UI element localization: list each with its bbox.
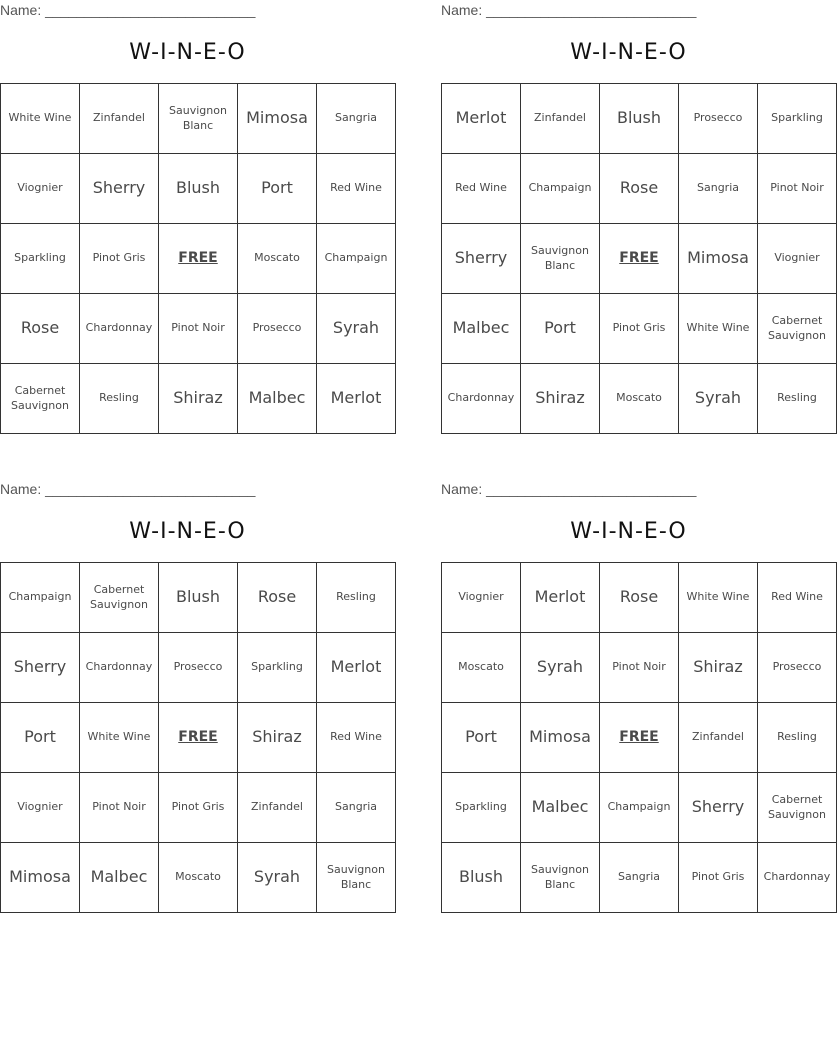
bingo-cell: Viognier [1, 773, 80, 843]
bingo-cell: Sangria [317, 773, 396, 843]
bingo-cell: Syrah [317, 294, 396, 364]
bingo-row [1, 703, 396, 773]
bingo-cell: Sauvignon Blanc [317, 843, 396, 913]
bingo-cell: Mimosa [238, 84, 317, 154]
card-title: W-I-N-E-O [129, 519, 246, 544]
bingo-cell: Sparkling [758, 84, 837, 154]
bingo-cell: Port [1, 703, 80, 773]
bingo-cell: Red Wine [442, 154, 521, 224]
bingo-cell: Merlot [317, 364, 396, 434]
bingo-cell: Rose [238, 563, 317, 633]
bingo-row [442, 224, 837, 294]
bingo-cell: Pinot Gris [159, 773, 238, 843]
bingo-cell: Sangria [317, 84, 396, 154]
bingo-cell: Pinot Gris [600, 294, 679, 364]
name-field-label: Name: ___________________________ [441, 481, 697, 497]
bingo-cell: Malbec [80, 843, 159, 913]
bingo-cell: Sherry [80, 154, 159, 224]
bingo-cell: Moscato [600, 364, 679, 434]
bingo-cell: Zinfandel [679, 703, 758, 773]
bingo-grid [0, 562, 396, 913]
bingo-grid [441, 83, 837, 434]
bingo-card [441, 479, 831, 909]
bingo-cell: White Wine [679, 294, 758, 364]
bingo-cell: Merlot [442, 84, 521, 154]
bingo-row [1, 563, 396, 633]
bingo-cell: Blush [600, 84, 679, 154]
bingo-row [1, 84, 396, 154]
bingo-cell: Champaign [600, 773, 679, 843]
bingo-cell: Champaign [1, 563, 80, 633]
bingo-cell: Sherry [442, 224, 521, 294]
bingo-cell: Zinfandel [521, 84, 600, 154]
bingo-cell: Viognier [758, 224, 837, 294]
bingo-row [1, 364, 396, 434]
bingo-cell: Sauvignon Blanc [521, 843, 600, 913]
bingo-row [442, 843, 837, 913]
bingo-cell: Mimosa [521, 703, 600, 773]
bingo-cell: Sangria [679, 154, 758, 224]
bingo-cell: Syrah [679, 364, 758, 434]
bingo-cell: Cabernet Sauvignon [1, 364, 80, 434]
bingo-cell: Shiraz [159, 364, 238, 434]
bingo-cell: White Wine [1, 84, 80, 154]
bingo-cell: Pinot Noir [80, 773, 159, 843]
bingo-cell: Sparkling [442, 773, 521, 843]
bingo-cell: Moscato [238, 224, 317, 294]
bingo-cell: Champaign [521, 154, 600, 224]
bingo-cell: Resling [758, 364, 837, 434]
bingo-cell: Prosecco [238, 294, 317, 364]
bingo-grid [441, 562, 837, 913]
name-field-label: Name: ___________________________ [0, 481, 256, 497]
bingo-card [0, 479, 385, 909]
bingo-cell: Merlot [521, 563, 600, 633]
bingo-cell: Sherry [1, 633, 80, 703]
bingo-cell: Sparkling [1, 224, 80, 294]
bingo-cell: Resling [317, 563, 396, 633]
bingo-cell: Malbec [521, 773, 600, 843]
bingo-cell: Viognier [442, 563, 521, 633]
bingo-cell: Cabernet Sauvignon [758, 294, 837, 364]
bingo-row [1, 843, 396, 913]
bingo-cell: Moscato [159, 843, 238, 913]
free-space-cell: FREE [159, 703, 238, 773]
bingo-cell: Chardonnay [80, 294, 159, 364]
bingo-row [442, 84, 837, 154]
bingo-cell: Mimosa [1, 843, 80, 913]
free-space-cell: FREE [159, 224, 238, 294]
bingo-cell: Prosecco [159, 633, 238, 703]
bingo-cell: Chardonnay [80, 633, 159, 703]
bingo-cell: Merlot [317, 633, 396, 703]
bingo-row [442, 294, 837, 364]
bingo-grid [0, 83, 396, 434]
bingo-cell: White Wine [679, 563, 758, 633]
bingo-row [1, 154, 396, 224]
bingo-cell: Pinot Noir [758, 154, 837, 224]
card-title: W-I-N-E-O [129, 40, 246, 65]
bingo-row [442, 633, 837, 703]
bingo-row [442, 154, 837, 224]
bingo-cell: Syrah [238, 843, 317, 913]
bingo-cell: Mimosa [679, 224, 758, 294]
bingo-cell: Sherry [679, 773, 758, 843]
free-space-cell: FREE [600, 224, 679, 294]
bingo-cell: Champaign [317, 224, 396, 294]
bingo-cell: Shiraz [679, 633, 758, 703]
bingo-row [442, 703, 837, 773]
bingo-cell: Sparkling [238, 633, 317, 703]
bingo-card [0, 0, 388, 430]
bingo-cell: Resling [758, 703, 837, 773]
bingo-cell: Malbec [238, 364, 317, 434]
card-title: W-I-N-E-O [570, 519, 687, 544]
bingo-row [442, 773, 837, 843]
bingo-cell: Red Wine [317, 154, 396, 224]
bingo-cell: Pinot Gris [679, 843, 758, 913]
bingo-cell: Sauvignon Blanc [159, 84, 238, 154]
bingo-cell: Rose [600, 563, 679, 633]
card-title: W-I-N-E-O [570, 40, 687, 65]
bingo-row [1, 773, 396, 843]
bingo-cell: Blush [159, 154, 238, 224]
bingo-cell: Malbec [442, 294, 521, 364]
bingo-row [442, 563, 837, 633]
bingo-cell: Chardonnay [758, 843, 837, 913]
bingo-cell: Rose [1, 294, 80, 364]
bingo-cell: Resling [80, 364, 159, 434]
bingo-cell: Viognier [1, 154, 80, 224]
bingo-cell: Prosecco [679, 84, 758, 154]
bingo-card [441, 0, 826, 430]
bingo-cell: Prosecco [758, 633, 837, 703]
bingo-cell: Zinfandel [238, 773, 317, 843]
bingo-cell: Shiraz [238, 703, 317, 773]
free-space-cell: FREE [600, 703, 679, 773]
bingo-row [1, 224, 396, 294]
bingo-cell: Shiraz [521, 364, 600, 434]
bingo-row [442, 364, 837, 434]
bingo-cell: Red Wine [317, 703, 396, 773]
name-field-label: Name: ___________________________ [0, 2, 256, 18]
bingo-cell: Pinot Gris [80, 224, 159, 294]
bingo-cell: Red Wine [758, 563, 837, 633]
bingo-cell: Port [521, 294, 600, 364]
bingo-row [1, 294, 396, 364]
bingo-cell: Pinot Noir [159, 294, 238, 364]
bingo-cell: Port [442, 703, 521, 773]
bingo-cell: Blush [159, 563, 238, 633]
bingo-cell: Chardonnay [442, 364, 521, 434]
bingo-cell: White Wine [80, 703, 159, 773]
bingo-cell: Cabernet Sauvignon [758, 773, 837, 843]
bingo-row [1, 633, 396, 703]
bingo-cell: Sangria [600, 843, 679, 913]
bingo-cell: Syrah [521, 633, 600, 703]
bingo-cell: Port [238, 154, 317, 224]
bingo-cell: Cabernet Sauvignon [80, 563, 159, 633]
bingo-cell: Pinot Noir [600, 633, 679, 703]
bingo-cell: Rose [600, 154, 679, 224]
bingo-cell: Zinfandel [80, 84, 159, 154]
bingo-cell: Blush [442, 843, 521, 913]
bingo-cell: Sauvignon Blanc [521, 224, 600, 294]
name-field-label: Name: ___________________________ [441, 2, 697, 18]
bingo-cell: Moscato [442, 633, 521, 703]
